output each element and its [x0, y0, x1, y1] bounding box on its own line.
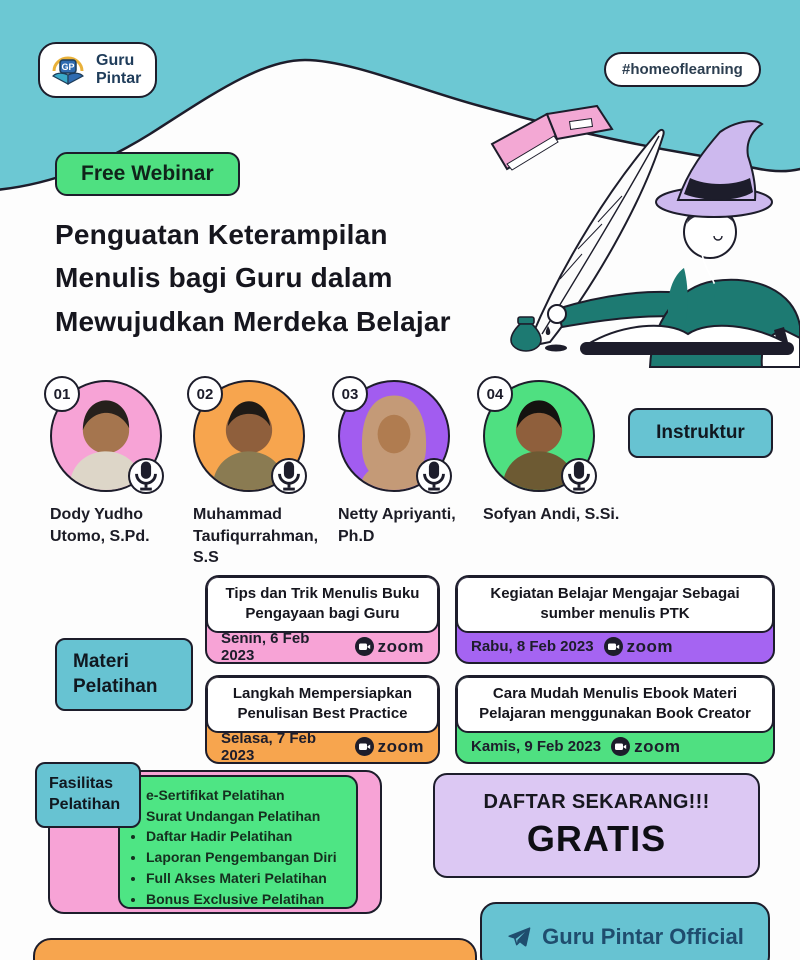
instructor-name: Netty Apriyanti, Ph.D [338, 506, 456, 545]
witch-hat-illustration [656, 121, 772, 217]
fasilitas-item: • Surat Undangan Pelatihan [146, 806, 350, 827]
zoom-logo [355, 637, 424, 657]
instructor-number-badge: 04 [477, 376, 513, 412]
microphone-icon [128, 458, 164, 494]
materi-card [205, 675, 440, 764]
zoom-logo [611, 737, 680, 757]
materi-card-date: Kamis, 9 Feb 2023 [471, 738, 602, 755]
instructor-photo [483, 380, 595, 492]
fasilitas-item: • Laporan Pengembangan Diri [146, 847, 350, 868]
materi-card-title: Langkah Mempersiapkan Penulisan Best Practice [206, 676, 439, 733]
microphone-icon [416, 458, 452, 494]
instructor-card [338, 380, 480, 547]
materi-card-date: Selasa, 7 Feb 2023 [221, 729, 317, 764]
fasilitas-pelatihan-label: Fasilitas Pelatihan [35, 762, 141, 828]
fasilitas-item: • Daftar Hadir Pelatihan [146, 826, 350, 847]
instructor-card [193, 380, 335, 569]
materi-card-date: Rabu, 8 Feb 2023 [471, 638, 594, 655]
materi-card-title: Tips dan Trik Menulis Buku Pengayaan bagi Guru [206, 576, 439, 633]
zoom-logo [355, 737, 424, 757]
guru-pintar-logo-icon [48, 50, 88, 90]
cta-gratis-text: GRATIS [526, 818, 667, 859]
instruktur-label: Instruktur [628, 408, 773, 458]
guru-pintar-logo-text: Guru Pintar [96, 52, 142, 87]
webinar-title: Penguatan Keterampilan Menulis bagi Guru dalam Mewujudkan Merdeka Belajar [55, 219, 451, 337]
zoom-wordmark: zoom [377, 636, 424, 656]
fasilitas-item: • e-Sertifikat Pelatihan [146, 785, 350, 806]
materi-card-title: Kegiatan Belajar Mengajar Sebagai sumber menulis PTK [456, 576, 774, 633]
instructor-number-badge: 02 [187, 376, 223, 412]
instructor-photo [50, 380, 162, 492]
materi-card [455, 675, 775, 764]
materi-card [205, 575, 440, 664]
zoom-wordmark: zoom [626, 636, 673, 656]
video-camera-icon [611, 737, 630, 756]
zoom-logo [604, 637, 673, 657]
instructor-photo [338, 380, 450, 492]
video-camera-icon [604, 637, 623, 656]
video-camera-icon [355, 737, 374, 756]
zoom-wordmark: zoom [377, 736, 424, 756]
instructor-card [50, 380, 192, 547]
instructor-number-badge: 03 [332, 376, 368, 412]
telegram-channel-label: Guru Pintar Official [542, 924, 744, 949]
instructor-name: Sofyan Andi, S.Si. [483, 506, 620, 523]
instructor-card [483, 380, 625, 526]
microphone-icon [271, 458, 307, 494]
bottom-orange-bar [33, 938, 477, 960]
materi-card-date: Senin, 6 Feb 2023 [221, 629, 310, 664]
zoom-wordmark: zoom [634, 736, 681, 756]
fasilitas-list [118, 775, 358, 909]
guru-pintar-logo [38, 42, 157, 98]
cta-daftar-text: DAFTAR SEKARANG!!! [483, 791, 710, 813]
svg-text:GP: GP [61, 62, 75, 72]
hashtag-badge: #homeoflearning [604, 52, 761, 87]
video-camera-icon [355, 637, 374, 656]
fasilitas-item: • Bonus Exclusive Pelatihan [146, 889, 350, 910]
instructor-name: Muhammad Taufiqurrahman, S.S [193, 506, 319, 567]
free-webinar-badge: Free Webinar [55, 152, 240, 196]
telegram-channel-button[interactable] [480, 902, 770, 960]
instructor-number-badge: 01 [44, 376, 80, 412]
instructor-name: Dody Yudho Utomo, S.Pd. [50, 506, 150, 545]
pink-book-illustration [492, 106, 612, 170]
register-cta-button[interactable] [433, 773, 760, 878]
microphone-icon [561, 458, 597, 494]
materi-pelatihan-label: Materi Pelatihan [55, 638, 193, 711]
telegram-icon [506, 924, 532, 950]
materi-card [455, 575, 775, 664]
materi-card-title: Cara Mudah Menulis Ebook Materi Pelajaran menggunakan Book Creator [456, 676, 774, 733]
instructor-photo [193, 380, 305, 492]
fasilitas-item: • Full Akses Materi Pelatihan [146, 868, 350, 889]
